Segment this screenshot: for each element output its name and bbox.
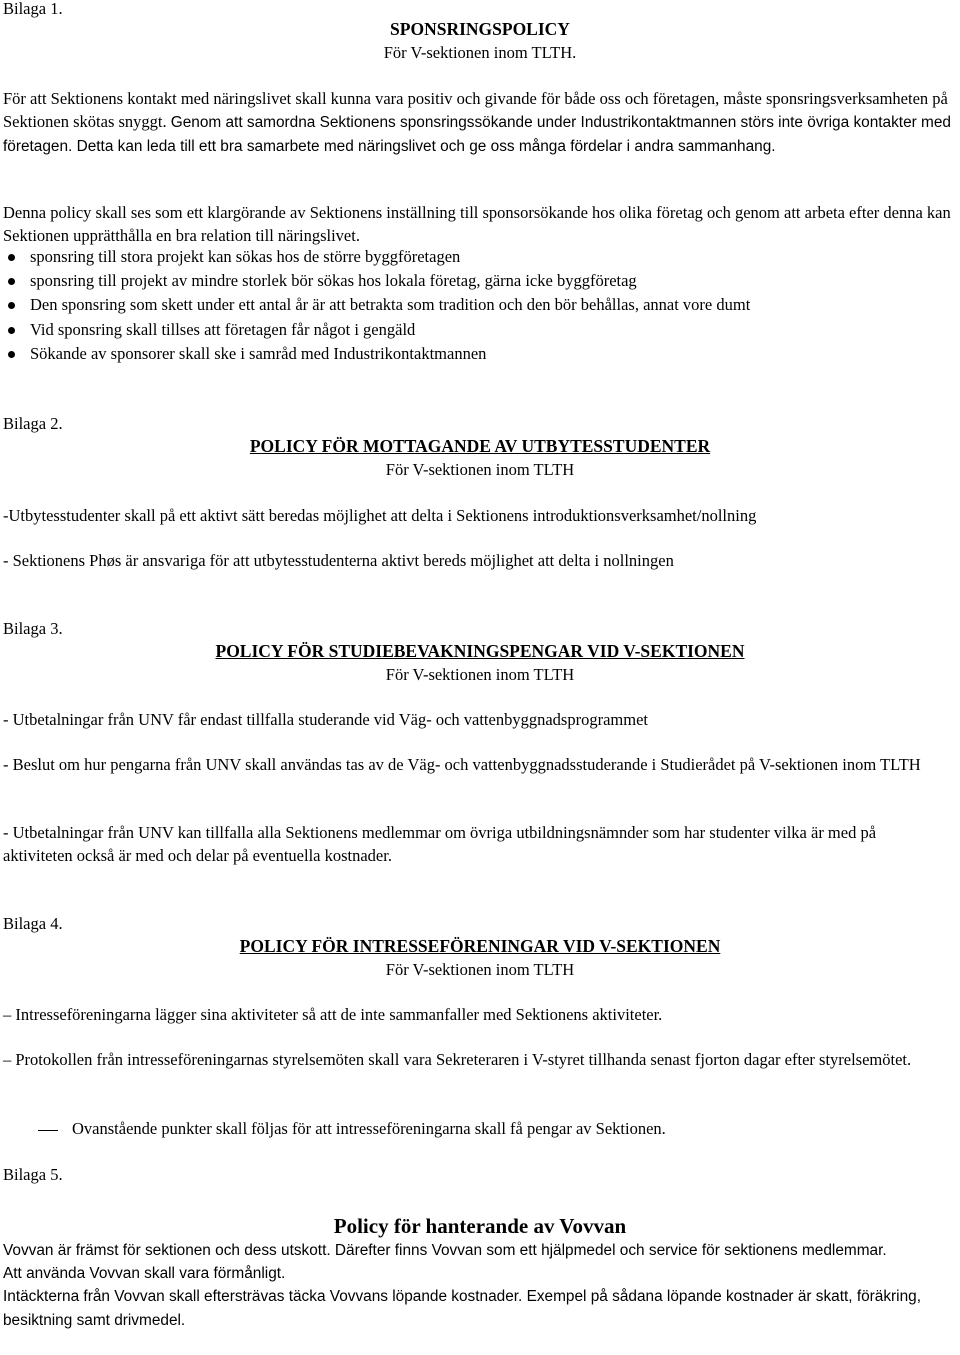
bilaga-4-paragraph-1: – Intresseföreningarna lägger sina aktiviteter så att de inte sammanfaller med Sektionens aktiviteter.	[3, 1005, 663, 1024]
bullet-icon	[8, 278, 15, 285]
bilaga-1-paragraph-2: Denna policy skall ses som ett klargörande av Sektionens inställning till sponsorsökande hos olika företag och genom att arbeta efter denna kan Sektionen upprätthålla en bra relation till näringslivet.	[3, 203, 951, 245]
bilaga-3-paragraph-1: - Utbetalningar från UNV får endast tillfalla studerande vid Väg- och vattenbyggnadsprogrammet	[3, 710, 648, 729]
bilaga-5-line-2: Att använda Vovvan skall vara förmånligt.	[3, 1265, 286, 1283]
list-item: sponsring till projekt av mindre storlek bör sökas hos lokala företag, gärna icke byggföretag	[8, 269, 948, 293]
bilaga-3-paragraph-3: - Utbetalningar från UNV kan tillfalla alla Sektionens medlemmar om övriga utbildningsnämnder som har studenter vilka är med på aktiviteten också är med och delar på eventuella kostnader.	[3, 823, 877, 865]
list-item: Sökande av sponsorer skall ske i samråd med Industrikontaktmannen	[8, 342, 948, 366]
bilaga-1-title: SPONSRINGSPOLICY	[390, 19, 570, 39]
bilaga-1-paragraph-1-sans: Genom att samordna Sektionens sponsringssökande under Industrikontaktmannen störs inte övriga kontakter med företagen. Detta kan leda till ett bra samarbete med näringslivet och ge oss många fördelar i andra sammanhang.	[3, 114, 951, 155]
bilaga-2-paragraph-2: - Sektionens Phøs är ansvariga för att utbytesstudenterna aktivt bereds möjlighet att delta i nollningen	[3, 551, 674, 570]
bilaga-3-paragraph-2: - Beslut om hur pengarna från UNV skall användas tas av de Väg- och vattenbyggnadsstuderande i Studierådet på V-sektionen inom TLTH	[3, 755, 921, 774]
bilaga-4-paragraph-2: – Protokollen från intresseföreningarnas styrelsemöten skall vara Sekreteraren i V-styret tillhanda senast fjorton dagar efter styrelsemötet.	[3, 1050, 912, 1069]
bilaga-4-subtitle: För V-sektionen inom TLTH	[385, 960, 575, 979]
bilaga-1-bullet-list	[8, 245, 948, 366]
bilaga-2-label: Bilaga 2.	[3, 414, 63, 433]
bilaga-5-body	[3, 1239, 948, 1332]
bilaga-2-paragraph-1: -Utbytesstudenter skall på ett aktivt sätt beredas möjlighet att delta i Sektionens introduktionsverksamhet/nollning	[3, 506, 757, 525]
bullet-icon	[8, 327, 15, 334]
bilaga-5-title: Policy för hanterande av Vovvan	[333, 1214, 627, 1238]
bilaga-2-subtitle: För V-sektionen inom TLTH	[385, 460, 575, 479]
bilaga-3-label: Bilaga 3.	[3, 619, 63, 638]
bullet-icon	[8, 351, 15, 358]
bilaga-5-line-1: Vovvan är främst för sektionen och dess utskott. Därefter finns Vovvan som ett hjälpmedel och service för sektionens medlemmar.	[3, 1242, 887, 1259]
bilaga-1-paragraph-1-serif: För att Sektionens kontakt med näringslivet skall kunna vara positiv och givande för både oss och företagen, måste sponsringsverksamheten på Sektionen skötas snyggt.	[3, 89, 948, 131]
bilaga-1-label: Bilaga 1.	[3, 0, 63, 18]
bilaga-3-subtitle: För V-sektionen inom TLTH	[385, 665, 575, 684]
bilaga-3-title: POLICY FÖR STUDIEBEVAKNINGSPENGAR VID V-SEKTIONEN	[215, 641, 745, 661]
bullet-icon	[8, 254, 15, 261]
bilaga-1-paragraph-1	[3, 87, 957, 158]
dash-icon	[38, 1130, 58, 1131]
bilaga-4-dash-item: Ovanstående punkter skall följas för att intresseföreningarna skall få pengar av Sektionen.	[38, 1117, 948, 1140]
bilaga-5-line-3: Intäckterna från Vovvan skall eftersträvas täcka Vovvans löpande kostnader. Exempel på sådana löpande kostnader är skatt, föräkring, besiktning samt drivmedel.	[3, 1288, 921, 1329]
list-item: sponsring till stora projekt kan sökas hos de större byggföretagen	[8, 245, 948, 269]
list-item: Den sponsring som skett under ett antal år är att betrakta som tradition och den bör behållas, annat vore dumt	[8, 293, 948, 317]
bilaga-1-subtitle: För V-sektionen inom TLTH.	[383, 43, 577, 62]
bilaga-4-label: Bilaga 4.	[3, 914, 63, 933]
bilaga-2-title: POLICY FÖR MOTTAGANDE AV UTBYTESSTUDENTER	[249, 436, 711, 456]
bilaga-5-label: Bilaga 5.	[3, 1165, 63, 1184]
bilaga-4-title: POLICY FÖR INTRESSEFÖRENINGAR VID V-SEKTIONEN	[239, 936, 721, 956]
bullet-icon	[8, 302, 15, 309]
list-item: Vid sponsring skall tillses att företagen får något i gengäld	[8, 318, 948, 342]
